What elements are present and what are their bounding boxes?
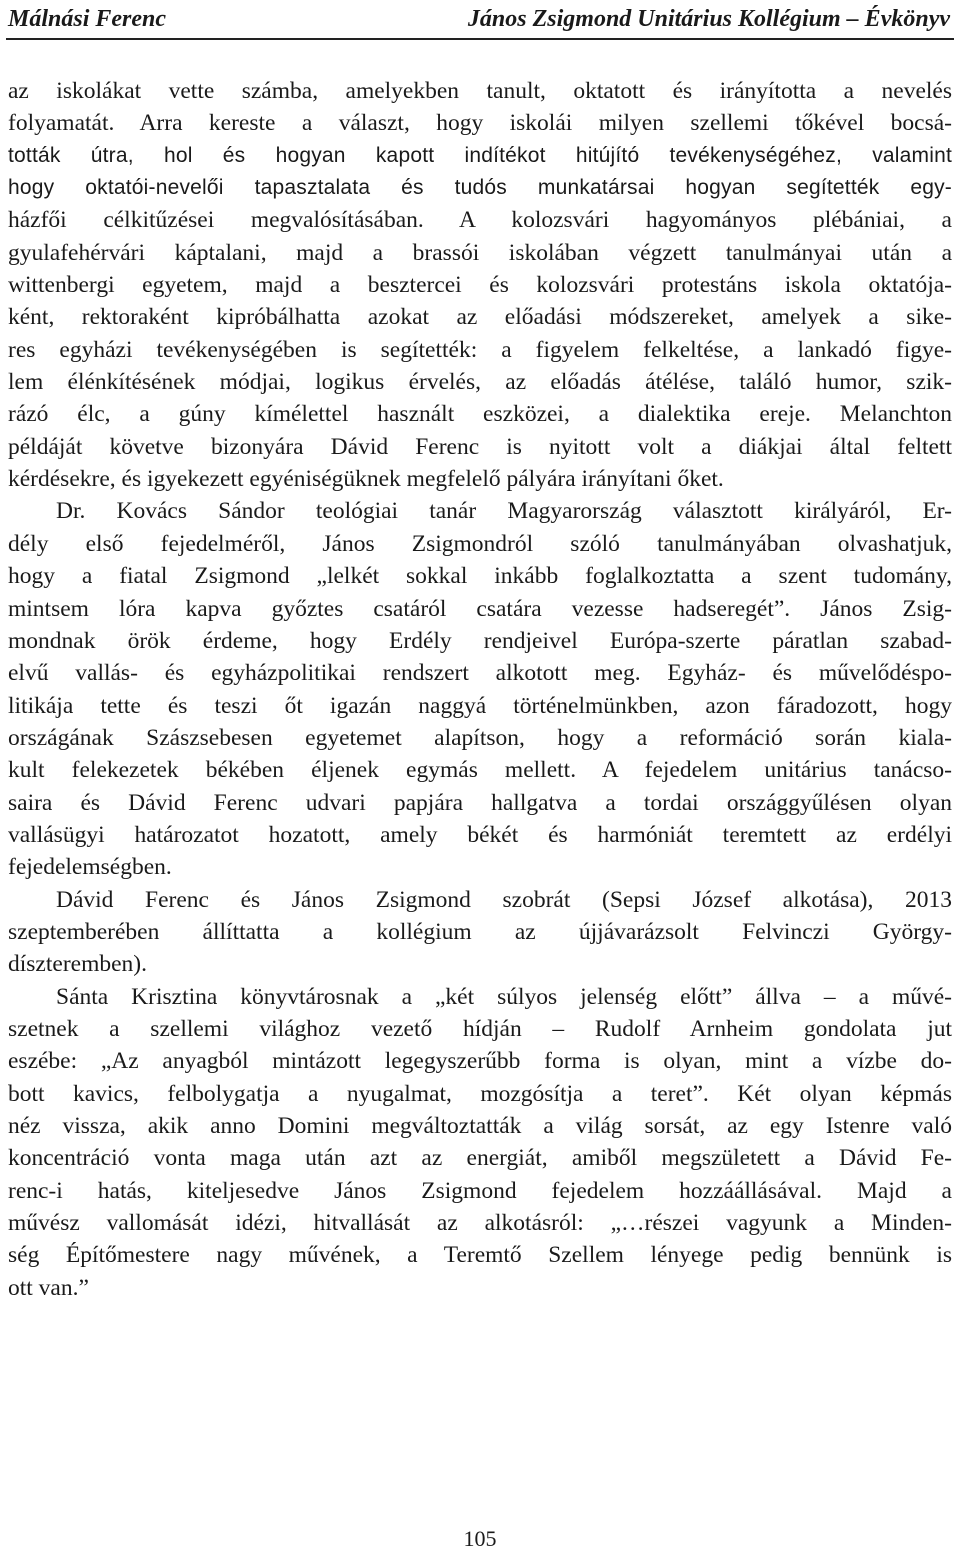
text-line: wittenbergi egyetem, majd a besztercei és kolozsvári protestáns iskola oktatója- [8, 272, 952, 299]
text-line: elvű vallás- és egyházpolitikai rendszert alkotott meg. Egyház- és művelődéspo- [8, 660, 952, 687]
text-line: példáját követve bizonyára Dávid Ferenc is nyitott volt a diákjai által feltett [8, 433, 952, 460]
text-line: lem élénkítésének módjai, logikus érvelés, az előadás átélése, találó humor, szik- [8, 369, 952, 396]
text-line: saira és Dávid Ferenc udvari papjára hallgatva a tordai országgyűlésen olyan [8, 789, 952, 816]
text-line: országának Szászsebesen egyetemet alapítson, hogy a reformáció során kiala- [8, 724, 952, 751]
text-line: kérdésekre, és igyekezett egyéniségüknek megfelelő pályára irányítani őket. [8, 466, 724, 493]
text-line: ség Építőmestere nagy művének, a Teremtő Szellem lényege pedig bennünk is [8, 1242, 952, 1269]
text-line: szetnek a szellemi világhoz vezető hídján – Rudolf Arnheim gondolata jut [8, 1015, 952, 1042]
text-line: díszteremben). [8, 951, 147, 978]
text-line: rázó élc, a gúny kímélettel használt eszközei, a dialektika ereje. Melanchton [8, 401, 952, 428]
text-line: Dávid Ferenc és János Zsigmond szobrát (Sepsi József alkotása), 2013 [56, 886, 952, 913]
running-header [8, 4, 952, 38]
text-line: Sánta Krisztina könyvtárosnak a „két súlyos jelenség előtt” állva – a művé- [56, 983, 952, 1010]
text-line: dély első fejedelméről, János Zsigmondról szóló tanulmányában olvashatjuk, [8, 530, 952, 557]
text-line: koncentráció vonta maga után azt az energiát, amiből megszületett a Dávid Fe- [8, 1145, 952, 1172]
text-line: ként, rektoraként kipróbálhatta azokat az előadási módszereket, amelyek a sike- [8, 304, 952, 331]
text-line: néz vissza, akik anno Domini megváltoztatták a világ sorsát, az egy Istenre való [8, 1113, 952, 1139]
header-rule [6, 38, 954, 40]
text-line: hogy oktatói-nevelői tapasztalata és tudós munkatársai hogyan segítették egy- [8, 176, 952, 200]
text-line: az iskolákat vette számba, amelyekben tanult, oktatott és irányította a nevelés [8, 78, 952, 104]
text-line: hogy a fiatal Zsigmond „lelkét sokkal inkább foglalkoztatta a szent tudomány, [8, 563, 952, 590]
text-line: Dr. Kovács Sándor teológiai tanár Magyarország választott királyáról, Er- [56, 498, 952, 525]
text-line: házfői célkitűzései megvalósításában. A kolozsvári hagyományos plébániai, a [8, 207, 952, 234]
text-line: folyamatát. Arra kereste a választ, hogy iskolái milyen szellemi tőkével bocsá- [8, 110, 952, 137]
body-text [8, 75, 952, 1304]
text-line: mondnak örök érdeme, hogy Erdély rendjeivel Európa-szerte páratlan szabad- [8, 627, 952, 654]
text-line: res egyházi tevékenységében is segítették: a figyelem felkeltése, a lankadó figye- [8, 336, 952, 363]
text-line: renc-i hatás, kiteljesedve János Zsigmond fejedelem hozzáállásával. Majd a [8, 1177, 952, 1204]
text-line: vallásügyi határozatot hozatott, amely békét és harmóniát teremtett az erdélyi [8, 821, 952, 848]
text-line: fejedelemségben. [8, 854, 172, 881]
text-line: tották útra, hol és hogyan kapott indítékot hitújító tevékenységéhez, valamint [8, 143, 952, 167]
text-line: szeptemberében állíttatta a kollégium az újjávarázsolt Felvinczi György- [8, 918, 952, 945]
text-line: kult felekezetek békében éljenek egymás mellett. A fejedelem unitárius tanácso- [8, 757, 952, 784]
text-line: gyulafehérvári káptalani, majd a brassói iskolában végzett tanulmányai után a [8, 239, 952, 266]
text-line: litikája tette és teszi őt igazán naggyá történelmünkben, azon fáradozott, hogy [8, 692, 952, 719]
header-author: Málnási Ferenc [8, 6, 167, 32]
text-line: ott van.” [8, 1274, 89, 1301]
text-line: eszébe: „Az anyagból mintázott legegyszerűbb forma is olyan, mint a vízbe do- [8, 1048, 952, 1075]
text-line: mintsem lóra kapva győztes csatáról csatára vezesse hadseregét”. János Zsig- [8, 595, 952, 622]
page-number: 105 [463, 1526, 497, 1551]
text-line: művész vallomását idézi, hitvallását az alkotásról: „…részei vagyunk a Minden- [8, 1210, 952, 1237]
text-line: bott kavics, felbolygatja a nyugalmat, mozgósítja a teret”. Két olyan képmás [8, 1080, 952, 1107]
header-publication: János Zsigmond Unitárius Kollégium – Évkönyv [467, 6, 950, 32]
